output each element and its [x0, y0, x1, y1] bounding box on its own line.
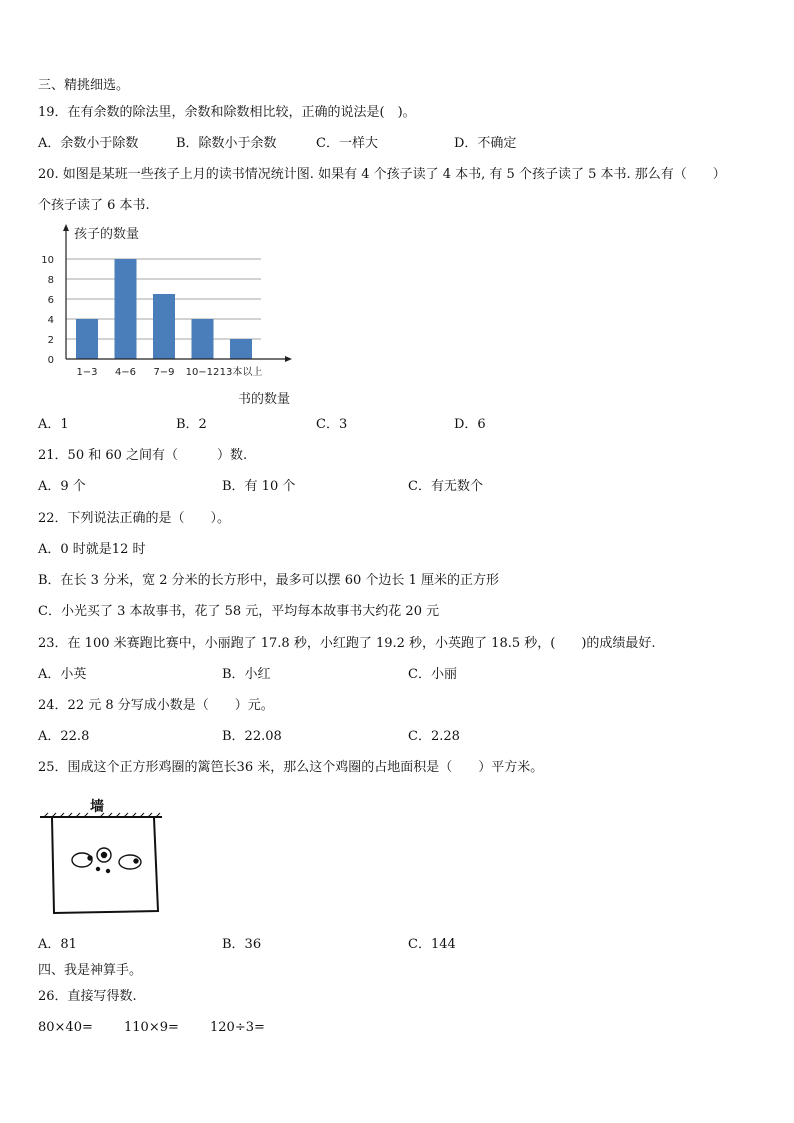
x-axis-arrow: [285, 356, 292, 362]
option-b: B．有 10 个: [222, 479, 296, 494]
option-b: B．36: [222, 937, 262, 952]
section-heading: 四、我是神算手。: [38, 963, 143, 978]
chart-bars: [76, 259, 252, 359]
wall-label: 墙: [90, 799, 104, 815]
option-c: C．有无数个: [408, 479, 483, 494]
bar: [230, 339, 252, 359]
option-d: D．6: [454, 417, 486, 432]
y-tick-label: 6: [47, 295, 54, 306]
question-25: 25．围成这个正方形鸡圈的篱笆长36 米，那么这个鸡圈的占地面积是（ ）平方米。: [38, 760, 544, 775]
calc-item: 110×9=: [124, 1020, 179, 1035]
option-c: C．2.28: [408, 729, 460, 744]
section-heading: 三、精挑细选。: [38, 78, 130, 93]
option-b: B．在长 3 分米，宽 2 分米的长方形中，最多可以摆 60 个边长 1 厘米的正方形: [38, 573, 499, 588]
bar: [192, 319, 214, 359]
option-a: A．余数小于除数: [38, 136, 139, 151]
question-20-line-2: 个孩子读了 6 本书.: [38, 198, 150, 213]
option-a: A．1: [38, 417, 69, 432]
calc-item: 120÷3=: [210, 1020, 265, 1035]
chickens-icon: [72, 848, 141, 873]
option-b: B．22.08: [222, 729, 282, 744]
question-24: 24．22 元 8 分写成小数是（ ）元。: [38, 698, 274, 713]
x-tick-label: 10−12: [185, 367, 220, 378]
y-tick-label: 10: [41, 255, 54, 266]
option-c: C．一样大: [316, 136, 378, 151]
option-b: B．小红: [222, 667, 271, 682]
option-a: A．0 时就是12 时: [38, 542, 146, 557]
chicken-pen-illustration: [38, 795, 168, 917]
option-b: B．除数小于余数: [176, 136, 277, 151]
calc-item: 80×40=: [38, 1020, 93, 1035]
question-23: 23．在 100 米赛跑比赛中，小丽跑了 17.8 秒，小红跑了 19.2 秒，小英跑了 18.5 秒，( )的成绩最好.: [38, 636, 656, 651]
option-b: B．2: [176, 417, 207, 432]
x-tick-label: 4−6: [114, 367, 137, 378]
question-22: 22．下列说法正确的是（ ）。: [38, 511, 231, 526]
y-tick-label: 2: [47, 335, 54, 346]
x-tick-label: 1−3: [76, 367, 98, 378]
chart-x-ticks: [76, 365, 262, 378]
question-26: 26．直接写得数.: [38, 989, 137, 1004]
y-axis-label: 孩子的数量: [74, 227, 140, 242]
reading-bar-chart: [38, 222, 308, 407]
chart-y-ticks: [41, 255, 54, 366]
bar: [115, 259, 137, 359]
option-c: C．3: [316, 417, 348, 432]
x-tick-label: 13本以上: [219, 367, 263, 378]
question-20-line-1: 20. 如图是某班一些孩子上月的读书情况统计图. 如果有 4 个孩子读了 4 本书, 有 5 个孩子读了 5 本书. 那么有（ ）: [38, 167, 726, 182]
question-19: 19．在有余数的除法里，余数和除数相比较，正确的说法是( )。: [38, 105, 416, 120]
option-a: A．81: [38, 937, 77, 952]
bar: [76, 319, 98, 359]
question-21: 21．50 和 60 之间有（ ）数.: [38, 448, 248, 463]
option-c: C．小光买了 3 本故事书，花了 58 元，平均每本故事书大约花 20 元: [38, 604, 440, 619]
x-tick-label: 7−9: [153, 367, 175, 378]
option-c: C．小丽: [408, 667, 457, 682]
option-d: D．不确定: [454, 136, 517, 151]
y-tick-label: 8: [47, 275, 54, 286]
fence-outline: [52, 818, 158, 913]
option-a: A．9 个: [38, 479, 86, 494]
x-axis-label: 书的数量: [238, 392, 291, 407]
option-a: A．小英: [38, 667, 87, 682]
y-axis-arrow: [63, 224, 69, 231]
option-a: A．22.8: [38, 729, 90, 744]
bar: [153, 294, 175, 359]
y-tick-label: 4: [47, 315, 54, 326]
y-tick-label: 0: [47, 355, 54, 366]
option-c: C．144: [408, 937, 456, 952]
